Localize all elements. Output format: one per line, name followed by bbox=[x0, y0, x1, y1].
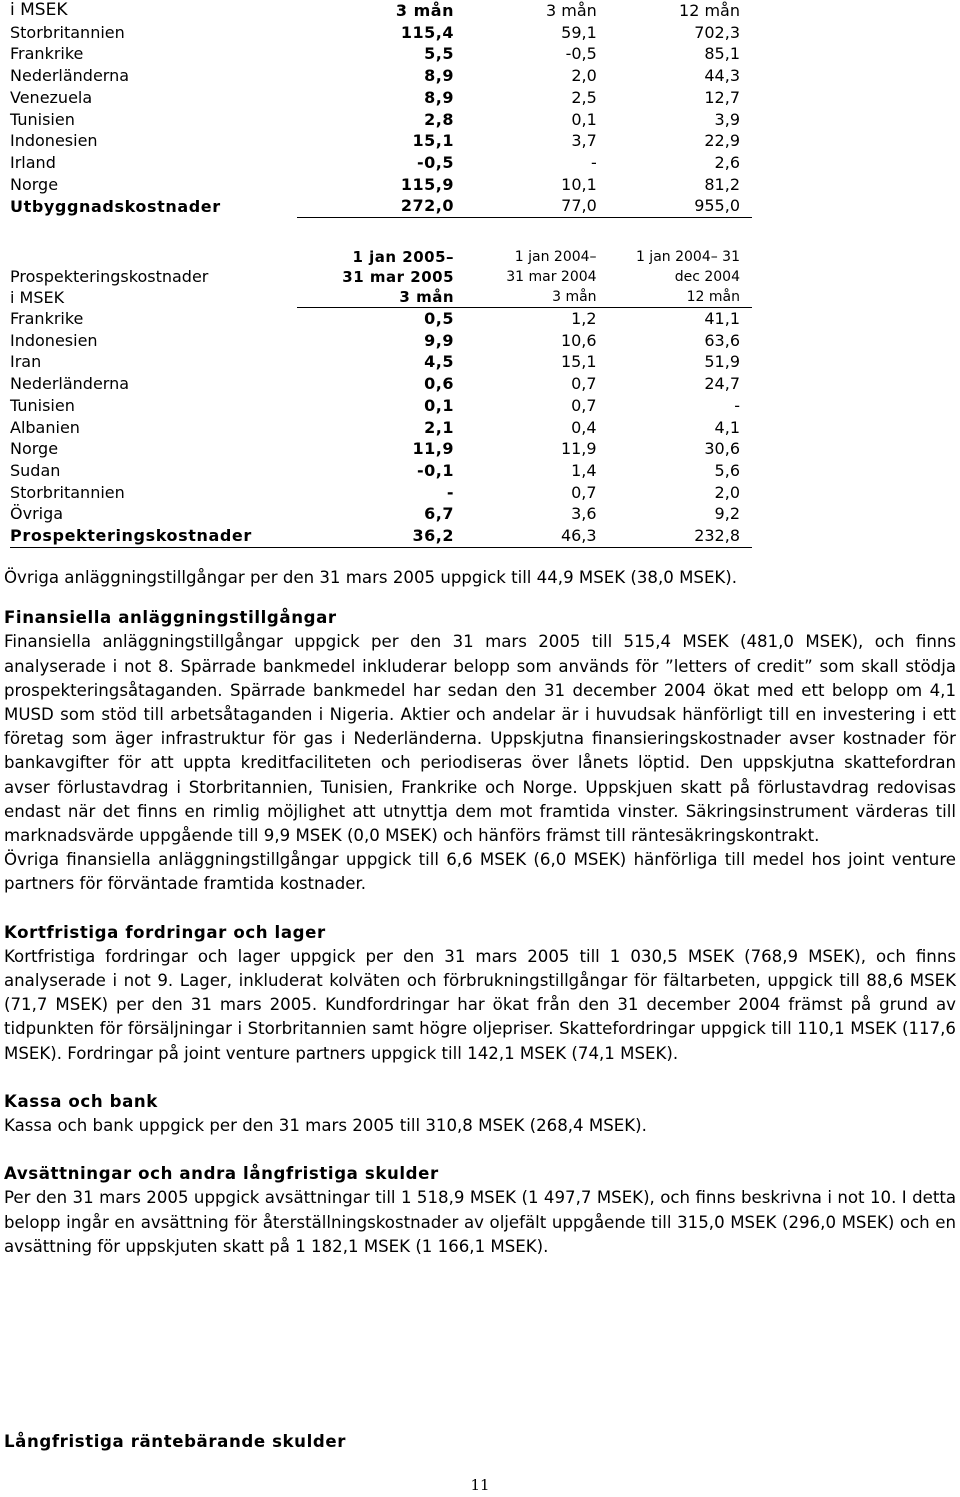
header-c3-line3: 12 mån bbox=[597, 287, 752, 308]
section-cash bbox=[4, 1090, 956, 1138]
cell-prior: 10,6 bbox=[560, 330, 597, 350]
cell-current: 115,9 bbox=[400, 174, 454, 194]
total-label: Prospekteringskostnader bbox=[10, 525, 297, 547]
table-row bbox=[10, 438, 752, 460]
header-c1-line2: 31 mar 2005 bbox=[342, 268, 455, 286]
row-label: Iran bbox=[10, 352, 42, 372]
cell-prior: 2,5 bbox=[571, 87, 597, 107]
paragraph: Kortfristiga fordringar och lager uppgick per den 31 mars 2005 till 1 030,5 MSEK (768,9 MSEK), och finns analyserade i not 9. Lager, inkluderat kolväten och förbrukningstillgångar för fältarbeten, uppgick till 88,6 MSEK (71,7 MSEK) per den 31 mars 2005. Kundfordringar har ökat från den 31 december 2004 främst på grund av tidpunkten för försäljningar i Storbritannien samt högre oljepriser. Skattefordringar uppgick till 110,1 MSEK (117,6 MSEK). Fordringar på joint venture partners uppgick till 142,1 MSEK (74,1 MSEK). bbox=[4, 946, 956, 1063]
cell-prior: 15,1 bbox=[560, 352, 597, 372]
total-prior: 46,3 bbox=[454, 525, 597, 547]
cell-current: 4,5 bbox=[424, 352, 455, 372]
table-row bbox=[10, 43, 752, 65]
table-total-row bbox=[10, 525, 752, 547]
table-row bbox=[10, 373, 752, 395]
section-current-receivables bbox=[4, 921, 956, 1066]
header-c3-line1: 1 jan 2004– 31 bbox=[635, 249, 740, 265]
cell-year: 4,1 bbox=[714, 417, 740, 437]
cell-year: 85,1 bbox=[704, 44, 740, 64]
total-current: 36,2 bbox=[297, 525, 454, 547]
row-label: Norge bbox=[10, 439, 59, 459]
cell-year: 30,6 bbox=[704, 439, 740, 459]
cell-current: -0,5 bbox=[416, 152, 454, 172]
row-label: Övriga bbox=[10, 504, 64, 524]
cell-prior: 10,1 bbox=[561, 174, 597, 194]
table-row bbox=[10, 417, 752, 439]
cell-year: 2,6 bbox=[714, 152, 740, 172]
table-row bbox=[10, 22, 752, 44]
cell-prior: - bbox=[591, 152, 597, 172]
cell-year: 81,2 bbox=[704, 174, 740, 194]
table-row bbox=[10, 130, 752, 152]
column-label-header: i MSEK bbox=[10, 0, 68, 20]
cell-prior: 0,7 bbox=[571, 374, 597, 394]
body-text bbox=[4, 566, 956, 1259]
cell-prior: 0,1 bbox=[571, 109, 597, 129]
column-header-year: 12 mån bbox=[679, 1, 740, 20]
row-label: Frankrike bbox=[10, 44, 84, 64]
cell-prior: 0,4 bbox=[571, 417, 597, 437]
column-header-current: 3 mån bbox=[395, 1, 454, 20]
column-header-prior: 3 mån bbox=[546, 1, 597, 20]
cell-year: 9,2 bbox=[714, 504, 740, 524]
section-heading: Kassa och bank bbox=[4, 1091, 158, 1111]
cell-current: 0,5 bbox=[424, 309, 455, 328]
cell-year: 22,9 bbox=[704, 131, 740, 151]
row-label: Nederländerna bbox=[10, 374, 130, 394]
table-row bbox=[10, 395, 752, 417]
cell-year: 5,6 bbox=[714, 460, 740, 480]
cell-current: 115,4 bbox=[400, 22, 454, 42]
table-row bbox=[10, 174, 752, 196]
cell-prior: -0,5 bbox=[565, 44, 597, 64]
row-label: Tunisien bbox=[10, 109, 75, 129]
cell-current: 8,9 bbox=[424, 66, 454, 86]
table-row bbox=[10, 109, 752, 131]
cell-year: 51,9 bbox=[704, 352, 740, 372]
cell-current: 8,9 bbox=[424, 87, 454, 107]
cell-year: 24,7 bbox=[704, 374, 740, 394]
header-label-line1: Prospekteringskostnader bbox=[10, 267, 209, 286]
header-c2-line1: 1 jan 2004– bbox=[514, 249, 597, 265]
cell-current: 11,9 bbox=[412, 439, 455, 459]
header-c2-line2: 31 mar 2004 bbox=[506, 269, 597, 285]
header-label-line2: i MSEK bbox=[10, 287, 65, 307]
cell-prior: 0,7 bbox=[571, 482, 597, 502]
header-c3-line2: dec 2004 bbox=[674, 269, 740, 285]
paragraph-other-fixed-assets: Övriga anläggningstillgångar per den 31 mars 2005 uppgick till 44,9 MSEK (38,0 MSEK). bbox=[4, 568, 738, 587]
cell-current: 9,9 bbox=[424, 330, 455, 350]
section-heading: Finansiella anläggningstillgångar bbox=[4, 608, 337, 628]
table-row bbox=[10, 482, 752, 504]
header-c2-line3: 3 mån bbox=[454, 287, 597, 308]
row-label: Nederländerna bbox=[10, 66, 130, 86]
table-header-row bbox=[10, 0, 752, 22]
table-row bbox=[10, 308, 752, 330]
page-number: 11 bbox=[470, 1476, 490, 1494]
cell-year: 3,9 bbox=[714, 109, 740, 129]
cell-year: 41,1 bbox=[704, 309, 740, 328]
table-header-row bbox=[10, 287, 752, 308]
total-year: 955,0 bbox=[597, 195, 752, 217]
cell-prior: 2,0 bbox=[571, 66, 597, 86]
section-provisions bbox=[4, 1162, 956, 1259]
cell-current: - bbox=[446, 482, 455, 502]
cell-prior: 11,9 bbox=[560, 439, 597, 459]
table-row bbox=[10, 503, 752, 525]
table-total-row bbox=[10, 195, 752, 217]
total-label: Utbyggnadskostnader bbox=[10, 196, 221, 216]
cell-current: 2,1 bbox=[424, 417, 455, 437]
cell-current: 15,1 bbox=[412, 131, 454, 151]
total-year: 232,8 bbox=[597, 525, 752, 547]
cell-current: 6,7 bbox=[424, 504, 455, 524]
row-label: Indonesien bbox=[10, 131, 98, 151]
cell-current: 0,1 bbox=[424, 395, 455, 415]
cell-current: -0,1 bbox=[417, 460, 455, 480]
row-label: Indonesien bbox=[10, 330, 98, 350]
row-label: Frankrike bbox=[10, 309, 84, 328]
section-heading-long-term-debt: Långfristiga räntebärande skulder bbox=[4, 1432, 346, 1451]
row-label: Storbritannien bbox=[10, 22, 125, 42]
cell-year: 702,3 bbox=[694, 22, 740, 42]
row-label: Norge bbox=[10, 174, 59, 194]
cell-year: 2,0 bbox=[714, 482, 740, 502]
table-row bbox=[10, 65, 752, 87]
table-row bbox=[10, 460, 752, 482]
cell-year: 12,7 bbox=[704, 87, 740, 107]
table-row bbox=[10, 330, 752, 352]
header-c1-line3: 3 mån bbox=[297, 287, 454, 308]
cell-prior: 3,7 bbox=[571, 131, 597, 151]
paragraph: Per den 31 mars 2005 uppgick avsättningar till 1 518,9 MSEK (1 497,7 MSEK), och finns beskrivna i not 10. I detta belopp ingår en avsättning för återställningskostnader av oljefält uppgående till 315,0 MSEK (296,0 MSEK) och en avsättning för uppskjuten skatt på 1 182,1 MSEK (1 166,1 MSEK). bbox=[4, 1188, 956, 1256]
cell-current: 2,8 bbox=[424, 109, 454, 129]
cell-prior: 3,6 bbox=[571, 504, 597, 524]
cell-year: 44,3 bbox=[704, 66, 740, 86]
total-current: 272,0 bbox=[297, 195, 454, 217]
cell-current: 0,6 bbox=[424, 374, 455, 394]
cell-prior: 0,7 bbox=[571, 395, 597, 415]
table-row bbox=[10, 87, 752, 109]
section-heading: Kortfristiga fordringar och lager bbox=[4, 922, 326, 942]
development-costs-table bbox=[10, 0, 752, 218]
row-label: Albanien bbox=[10, 417, 80, 437]
section-financial-assets bbox=[4, 606, 956, 896]
row-label: Venezuela bbox=[10, 87, 93, 107]
row-label: Sudan bbox=[10, 460, 61, 480]
total-prior: 77,0 bbox=[454, 195, 597, 217]
cell-current: 5,5 bbox=[424, 44, 454, 64]
cell-year: 63,6 bbox=[704, 330, 740, 350]
cell-prior: 1,4 bbox=[571, 460, 597, 480]
table-row bbox=[10, 152, 752, 174]
row-label: Irland bbox=[10, 152, 56, 172]
section-heading: Avsättningar och andra långfristiga skulder bbox=[4, 1164, 439, 1184]
table-header-row bbox=[10, 247, 752, 267]
paragraph: Finansiella anläggningstillgångar uppgick per den 31 mars 2005 till 515,4 MSEK (481,0 MSEK), och finns analyserade i not 8. Spärrade bankmedel inkluderar belopp som används för ”letters of credit” som skall stödja prospekteringsåtaganden. Spärrade bankmedel har sedan den 31 december 2004 ökat med ett belopp om 4,1 MUSD som stöd till arbetsåtaganden i Nigeria. Aktier och andelar är i huvudsak hänförligt till en investering i ett företag som äger infrastruktur för gas i Nederländerna. Uppskjutna finansieringskostnader avser kostnader för bankavgifter för att uppta kreditfaciliteten och periodiseras över lånets löptid. Den uppskjutna skattefordran avser förlustavdrag i Storbritannien, Tunisien, Frankrike och Norge. Uppskjuen skatt på förlustavdrag redovisas endast när det finns en rimlig möjlighet att utnyttja dem mot framtida vinster. Säkringsinstrument värderas till marknadsvärde uppgående till 9,9 MSEK (0,0 MSEK) och hänförs främst till räntesäkringskontrakt. bbox=[4, 632, 956, 846]
paragraph: Övriga finansiella anläggningstillgångar uppgick till 6,6 MSEK (6,0 MSEK) hänförliga till medel hos joint venture partners för förväntade framtida kostnader. bbox=[4, 850, 956, 894]
cell-year: - bbox=[734, 395, 740, 415]
cell-prior: 1,2 bbox=[571, 309, 597, 328]
table-row bbox=[10, 351, 752, 373]
row-label: Storbritannien bbox=[10, 482, 125, 502]
table-header-row bbox=[10, 267, 752, 287]
cell-prior: 59,1 bbox=[561, 22, 597, 42]
header-c1-line1: 1 jan 2005– bbox=[352, 248, 455, 266]
exploration-costs-table bbox=[10, 247, 752, 548]
row-label: Tunisien bbox=[10, 395, 75, 415]
paragraph: Kassa och bank uppgick per den 31 mars 2005 till 310,8 MSEK (268,4 MSEK). bbox=[4, 1116, 647, 1136]
